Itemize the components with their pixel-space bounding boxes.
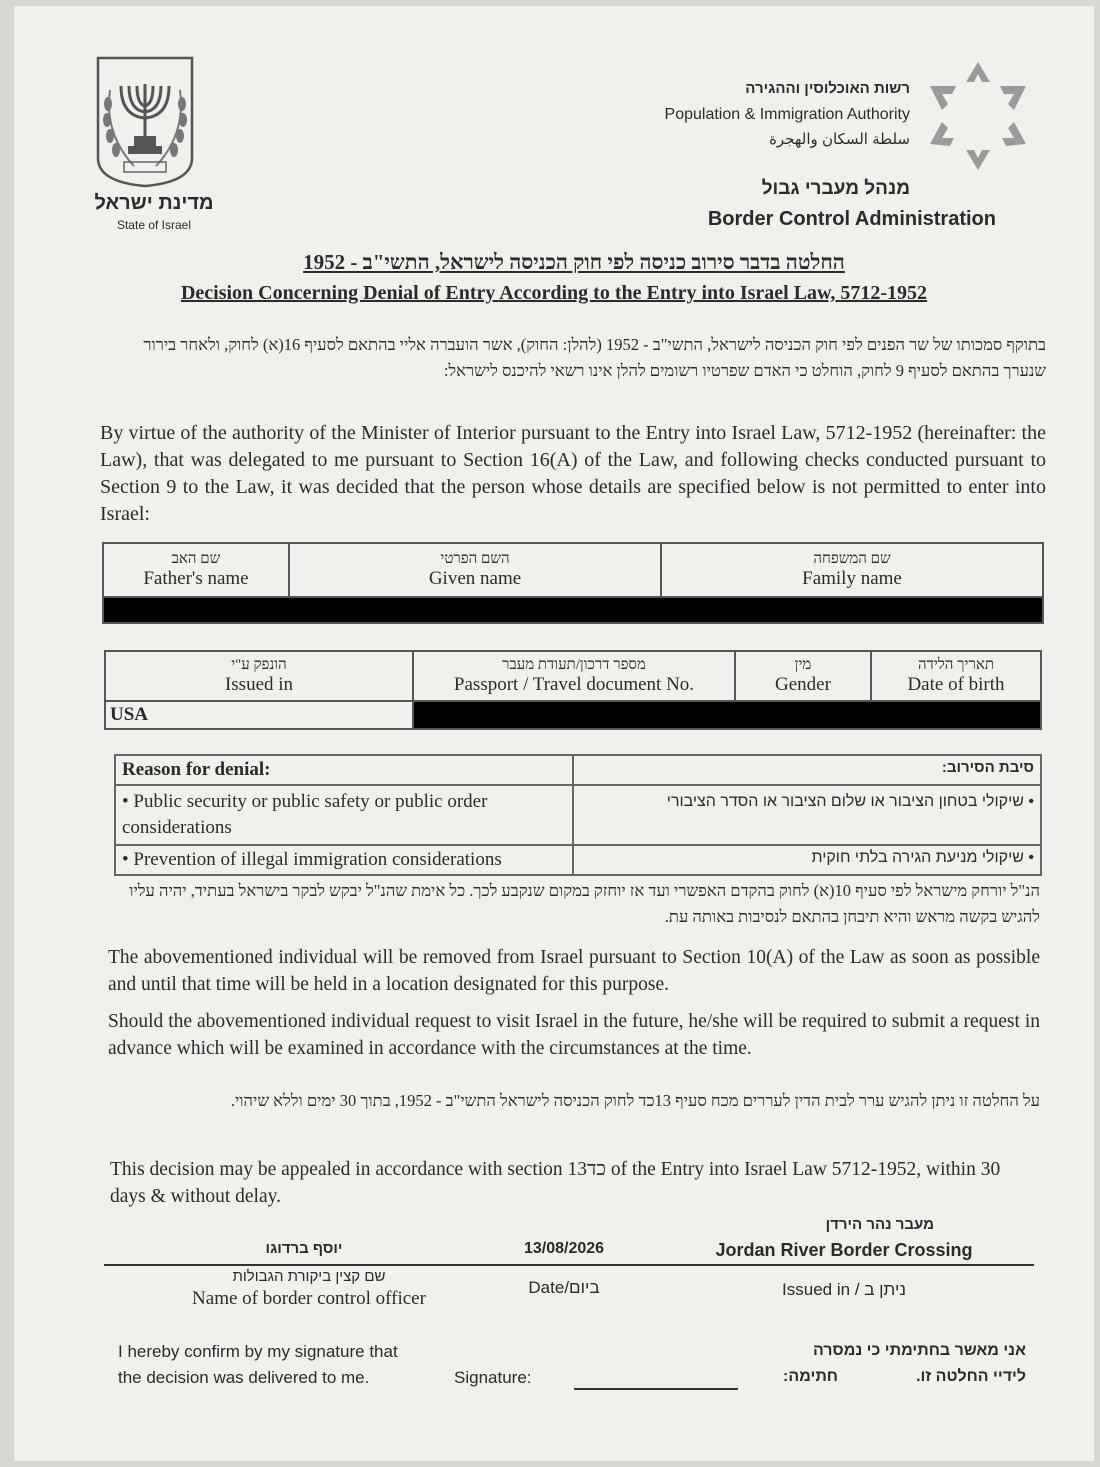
family-name-label-english: Family name	[802, 568, 902, 589]
crossing-name-english: Jordan River Border Crossing	[715, 1240, 973, 1260]
administration-name-hebrew: מנהל מעברי גבול	[761, 178, 910, 199]
fathers-name-label-hebrew: שם האב	[171, 551, 221, 567]
intro-paragraph-english: By virtue of the authority of the Minister of Interior pursuant to the Entry into Israel Law, 5712-1952 (hereinafter: the Law), that was delegated to me pursuant to Section 16(A) of the Law, and following checks conducted pursuant to Section 9 to the Law, it was decided that the person whose details are specified below is not permitted to enter into Israel:	[100, 422, 1046, 525]
family-name-label-hebrew: שם המשפחה	[813, 551, 891, 567]
gender-label-hebrew: מין	[794, 657, 812, 673]
issued-in-label: Issued in / ניתן ב	[782, 1280, 906, 1299]
passport-number-header	[413, 651, 735, 701]
administration-name-english: Border Control Administration	[707, 208, 996, 230]
state-name-hebrew: מדינת ישראל	[94, 192, 214, 214]
signature-label-english: Signature:	[454, 1368, 532, 1387]
issued-in-header	[105, 651, 413, 701]
officer-label-hebrew: שם קצין ביקורת הגבולות	[232, 1268, 386, 1285]
removal-paragraph-english: The abovementioned individual will be removed from Israel pursuant to Section 10(A) of the Law as soon as possible and until that time will be held in a location designated for this purpose.	[108, 947, 1040, 995]
document-details-table	[104, 650, 1042, 730]
issued-in-label-hebrew: הונפק ע"י	[231, 657, 287, 673]
removal-paragraph-hebrew: הנ"ל יורחק מישראל לפי סעיף 10(א) לחוק בהקדם האפשרי ועד אז יוחזק במקום שנקבע לכך. כל אימת שהנ"ל יבקש לבקר בישראל בעתיד, יהיה עליו להגיש בקשה מראש והיא תיבחן בהתאם לנסיבות באותה עת.	[129, 881, 1040, 926]
intro-paragraph-hebrew: בתוקף סמכותו של שר הפנים לפי חוק הכניסה לישראל, התשי"ב - 1952 (להלן: החוק), אשר הועברה אליי בהתאם לסעיף 16(א) לחוק, ולאחר בירור שנערך בהתאם לסעיף 9 לחוק, הוחלט כי האדם שפרטיו רשומים להלן אינו רשאי להיכנס לישראל:	[143, 335, 1046, 380]
given-name-label-hebrew: השם הפרטי	[440, 551, 510, 567]
decision-date-value: 13/08/2026	[523, 1240, 605, 1257]
document-page	[14, 6, 1094, 1461]
reason-item-hebrew: • שיקולי מניעת הגירה בלתי חוקית	[573, 845, 1041, 875]
reason-item-english: • Public security or public safety or public order considerations	[115, 785, 573, 845]
signature-line	[574, 1388, 738, 1390]
officer-label-english: Name of border control officer	[192, 1288, 426, 1309]
authority-name-hebrew: רשות האוכלוסין וההגירה	[745, 80, 910, 97]
date-of-birth-header	[871, 651, 1041, 701]
reason-item-english: • Prevention of illegal immigration considerations	[115, 845, 573, 875]
passport-label-english: Passport / Travel document No.	[453, 674, 695, 695]
fathers-name-label-english: Father's name	[143, 568, 249, 589]
passport-label-hebrew: מספר דרכון/תעודת מעבר	[502, 657, 646, 673]
appeal-paragraph-hebrew: על החלטה זו ניתן להגיש ערר לבית הדין לעררים מכח סעיף 13כד לחוק הכניסה לישראל התשי"ב - 1952, בתוך 30 ימים וללא שיהוי.	[230, 1091, 1040, 1110]
confirmation-line-1-english: I hereby confirm by my signature that	[118, 1342, 398, 1361]
authority-name-arabic: سلطة السكان والهجرة	[769, 131, 910, 148]
gender-label-english: Gender	[775, 674, 831, 695]
document-title-hebrew: החלטה בדבר סירוב כניסה לפי חוק הכניסה לישראל, התשי"ב - 1952	[303, 250, 845, 274]
confirmation-line-1-hebrew: אני מאשר בחתימתי כי נמסרה	[812, 1342, 1026, 1359]
given-name-header	[289, 543, 661, 597]
fathers-name-header	[103, 543, 289, 597]
confirmation-line-2-english: the decision was delivered to me.	[118, 1368, 370, 1387]
date-label: Date/ביום	[528, 1278, 600, 1297]
state-emblem-icon	[94, 54, 196, 190]
confirmation-line-2-hebrew: לידיי החלטה זו.	[916, 1368, 1026, 1385]
crossing-name-hebrew: מעבר נהר הירדן	[825, 1216, 934, 1233]
document-title-english: Decision Concerning Denial of Entry According to the Entry into Israel Law, 5712-1952	[180, 282, 928, 304]
dob-label-english: Date of birth	[907, 674, 1005, 695]
authority-name-english: Population & Immigration Authority	[664, 106, 910, 123]
reason-item-hebrew: • שיקולי בטחון הציבור או שלום הציבור או הסדר הציבורי	[573, 785, 1041, 845]
signature-label-hebrew: חתימה:	[783, 1368, 838, 1385]
given-name-label-english: Given name	[428, 568, 522, 589]
officer-name-value: יוסף ברדוגו	[265, 1240, 343, 1257]
issued-in-label-english: Issued in	[224, 674, 294, 695]
authority-logo-icon	[922, 58, 1034, 174]
gender-header	[735, 651, 871, 701]
reason-for-denial-table	[114, 754, 1042, 876]
appeal-paragraph-english: This decision may be appealed in accordance with section 13כד of the Entry into Israel Law 5712-1952, within 30 days & without delay.	[110, 1159, 1001, 1207]
reason-header-english: Reason for denial:	[115, 755, 573, 785]
redacted-name-row	[103, 597, 1043, 623]
person-details-table	[102, 542, 1044, 624]
family-name-header	[661, 543, 1043, 597]
reason-header-hebrew: סיבת הסירוב:	[573, 755, 1041, 785]
future-visit-paragraph-english: Should the abovementioned individual request to visit Israel in the future, he/she will be required to submit a request in advance which will be examined in accordance with the circumstances at the time.	[108, 1011, 1040, 1059]
signoff-divider	[104, 1264, 1034, 1266]
redacted-document-row	[413, 701, 1041, 729]
dob-label-hebrew: תאריך הלידה	[918, 657, 994, 673]
issued-in-value: USA	[105, 701, 413, 729]
state-name-english: State of Israel	[116, 218, 192, 232]
